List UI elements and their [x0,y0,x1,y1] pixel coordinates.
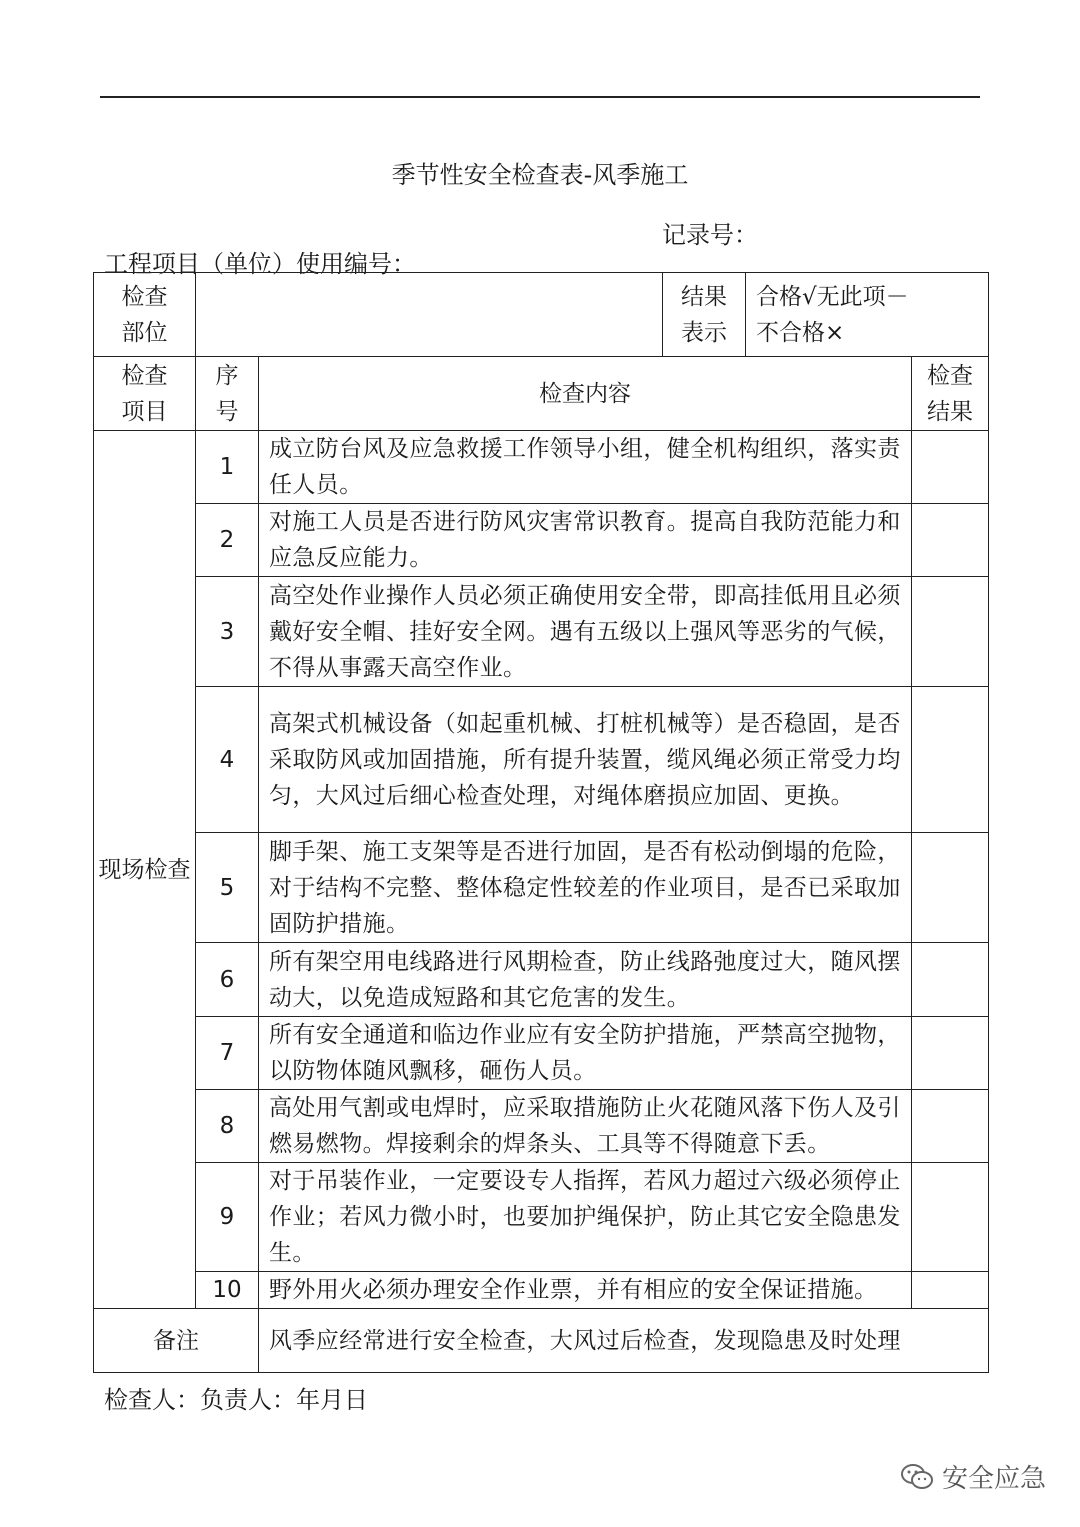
column-header-result: 检查 结果 [912,357,989,431]
row-content: 脚手架、施工支架等是否进行加固，是否有松动倒塌的危险，对于结构不完整、整体稳定性较差的作业项目，是否已采取加固防护措施。 [259,833,912,943]
remarks-label: 备注 [94,1309,259,1373]
header-row [94,357,989,431]
row-content: 成立防台风及应急救援工作领导小组，健全机构组织，落实责任人员。 [259,431,912,504]
result-legend-label: 结果 表示 [663,273,746,357]
column-header-content: 检查内容 [259,357,912,431]
row-number: 1 [196,431,259,504]
location-row [94,273,989,357]
row-content: 高架式机械设备（如起重机械、打桩机械等）是否稳固，是否采取防风或加固措施，所有提升装置，缆风绳必须正常受力均匀，大风过后细心检查处理，对绳体磨损应加固、更换。 [259,687,912,833]
table-row [94,943,989,1017]
table-row [94,1272,989,1309]
row-content: 高处用气割或电焊时，应采取措施防止火花随风落下伤人及引燃易燃物。焊接剩余的焊条头、工具等不得随意下丢。 [259,1090,912,1163]
table-row [94,577,989,687]
remarks-value: 风季应经常进行安全检查，大风过后检查，发现隐患及时处理 [259,1309,989,1373]
wechat-icon [900,1462,934,1492]
table-row [94,504,989,577]
row-result[interactable] [912,1090,989,1163]
row-content: 野外用火必须办理安全作业票，并有相应的安全保证措施。 [259,1272,912,1309]
row-number: 3 [196,577,259,687]
row-number: 2 [196,504,259,577]
record-number-label: 记录号： [662,221,758,249]
page-title: 季节性安全检查表-风季施工 [391,161,689,189]
top-rule [100,96,980,98]
table-row [94,833,989,943]
category-cell: 现场检查 [94,431,196,1309]
row-result[interactable] [912,577,989,687]
row-content: 对施工人员是否进行防风灾害常识教育。提高自我防范能力和应急反应能力。 [259,504,912,577]
table-row [94,1090,989,1163]
row-result[interactable] [912,833,989,943]
row-content: 所有架空用电线路进行风期检查，防止线路弛度过大，随风摆动大，以免造成短路和其它危害的发生。 [259,943,912,1017]
column-header-number: 序 号 [196,357,259,431]
table-row [94,687,989,833]
watermark [900,1458,1046,1495]
table-row [94,431,989,504]
row-result[interactable] [912,1017,989,1090]
row-number: 4 [196,687,259,833]
row-result[interactable] [912,943,989,1017]
result-legend: 合格√无此项－ 不合格× [746,273,989,357]
row-result[interactable] [912,687,989,833]
signature-line: 检查人：负责人：年月日 [104,1386,368,1414]
row-content: 对于吊装作业，一定要设专人指挥，若风力超过六级必须停止作业；若风力微小时，也要加护绳保护，防止其它安全隐患发生。 [259,1163,912,1272]
row-number: 10 [196,1272,259,1309]
remarks-row [94,1309,989,1373]
row-number: 6 [196,943,259,1017]
column-header-item: 检查 项目 [94,357,196,431]
table-row [94,1017,989,1090]
location-label: 检查 部位 [94,273,196,357]
location-value[interactable] [196,273,663,357]
row-result[interactable] [912,1163,989,1272]
table-row [94,1163,989,1272]
row-result[interactable] [912,1272,989,1309]
watermark-text: 安全应急 [942,1464,1047,1494]
row-number: 9 [196,1163,259,1272]
project-number-label: 工程项目（单位）使用编号： [104,250,416,278]
row-number: 7 [196,1017,259,1090]
inspection-table [93,272,989,1373]
row-content: 所有安全通道和临边作业应有安全防护措施，严禁高空抛物，以防物体随风飘移，砸伤人员。 [259,1017,912,1090]
row-number: 8 [196,1090,259,1163]
row-result[interactable] [912,431,989,504]
row-content: 高空处作业操作人员必须正确使用安全带，即高挂低用且必须戴好安全帽、挂好安全网。遇有五级以上强风等恶劣的气候，不得从事露天高空作业。 [259,577,912,687]
row-result[interactable] [912,504,989,577]
row-number: 5 [196,833,259,943]
